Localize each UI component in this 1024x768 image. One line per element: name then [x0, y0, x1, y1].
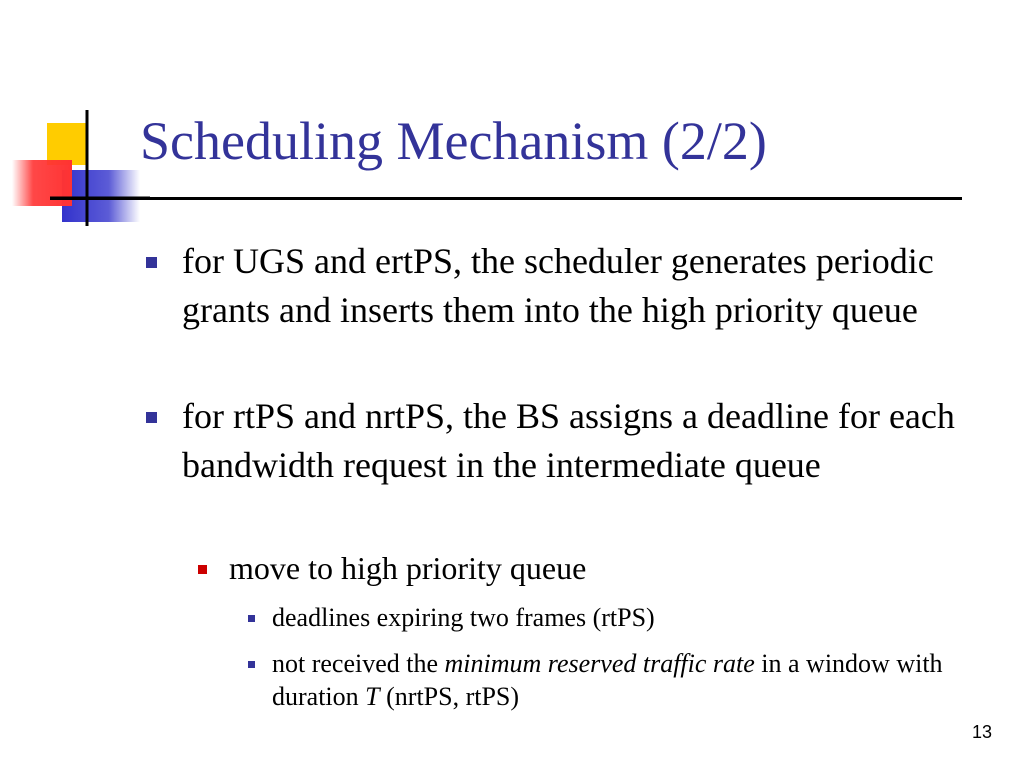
bullet-text: move to high priority queue	[229, 550, 587, 586]
slide-title: Scheduling Mechanism (2/2)	[140, 111, 767, 171]
bullet-text-italic-t: T	[365, 682, 380, 711]
square-bullet-icon	[146, 257, 157, 268]
square-bullet-icon	[146, 412, 157, 423]
deco-blue-square	[62, 170, 140, 222]
bullet-text-italic-rate: minimum reserved traffic rate	[444, 649, 755, 678]
bullet-level1-ugs	[182, 237, 982, 335]
bullet-level1-rtps	[182, 392, 982, 490]
page-number: 13	[971, 722, 992, 742]
bullet-text: deadlines expiring two frames (rtPS)	[272, 603, 655, 632]
bullet-text-part1: not received the	[272, 649, 445, 678]
decorative-corner-graphic	[0, 0, 150, 240]
bullet-level2-move	[229, 548, 989, 588]
square-bullet-icon	[248, 661, 255, 668]
bullet-level3-deadlines	[272, 601, 992, 634]
deco-yellow-square	[47, 123, 87, 165]
bullet-text: for rtPS and nrtPS, the BS assigns a deadline for each bandwidth request in the intermediate queue	[182, 396, 955, 485]
bullet-text-part3: in a window with duration	[272, 649, 943, 711]
square-bullet-icon	[198, 565, 207, 574]
title-underline	[50, 197, 962, 200]
bullet-level3-not-received	[272, 647, 992, 713]
bullet-text-part5: (nrtPS, rtPS)	[379, 682, 520, 711]
bullet-text: for UGS and ertPS, the scheduler generates periodic grants and inserts them into the high priority queue	[182, 241, 934, 330]
square-bullet-icon	[248, 615, 255, 622]
